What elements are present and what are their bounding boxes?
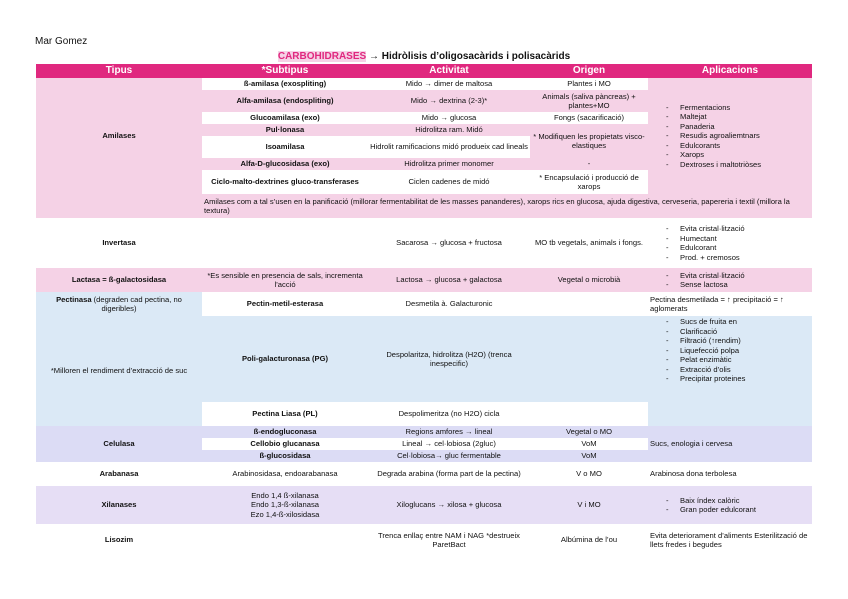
list-item: - Resudis agroaliemtnars <box>680 131 810 141</box>
subtipus-line: Endo 1,3-ß-xilanasa <box>251 500 319 510</box>
list-item: - Humectant <box>680 234 810 244</box>
table-row <box>36 524 812 556</box>
tipus-celulasa: Celulasa <box>36 426 202 462</box>
list-item: - Panaderia <box>680 122 810 132</box>
origen-cell: Plantes i MO <box>530 78 648 90</box>
pectinasa-desc: (degraden cad pectina, no digeribles) <box>91 294 182 313</box>
subtipus-cell: Pul·lonasa <box>202 124 368 136</box>
subtipus-cell: *Es sensible en presencia de sals, incrementa l’acció <box>202 268 368 292</box>
activitat-cell: Mido → dimer de maltosa <box>368 78 530 90</box>
activitat-cell: Hidrolitza primer monomer <box>368 158 530 170</box>
origen-cell: MO tb vegetals, animals i fongs. <box>530 218 648 268</box>
page-title <box>0 51 848 62</box>
header-origen: Origen <box>530 64 648 78</box>
origen-cell: Fongs (sacarificació) <box>530 112 648 124</box>
tipus-invertasa: Invertasa <box>36 218 202 268</box>
subtipus-line: Endo 1,4 ß-xilanasa <box>251 490 319 500</box>
list-item: - Gran poder edulcorant <box>680 505 810 515</box>
aplicacions-lactasa <box>648 268 812 292</box>
list-item: - Evita cristal·lització <box>680 224 810 234</box>
activitat-cell: Sacarosa → glucosa + fructosa <box>368 218 530 268</box>
activitat-cell: Degrada arabina (forma part de la pectina) <box>368 462 530 486</box>
amilases-note: Amilases com a tal s’usen en la panificació (millorar fermentabilitat de les masses pananderes), xarops rics en glucosa, ajuda digestiva, cerveseria, papereria i textil (millora la textura) <box>202 194 812 218</box>
aplicacions-pme: Pectina desmetilada = ↑ precipitació = ↑ aglomerats <box>648 292 812 316</box>
subtipus-cell: Glucoamilasa (exo) <box>202 112 368 124</box>
list-item: - Dextroses i maltotriòses <box>680 160 810 170</box>
list-item: - Filtració (↑rendim) <box>680 336 810 346</box>
table-row <box>36 78 812 90</box>
header-row <box>36 64 812 78</box>
list-item: - Precipitar proteines <box>680 374 810 384</box>
tipus-arabanasa: Arabanasa <box>36 462 202 486</box>
activitat-cell: Lactosa → glucosa + galactosa <box>368 268 530 292</box>
list-item: - Baix índex calòric <box>680 496 810 506</box>
list-item: - Fermentacions <box>680 103 810 113</box>
subtipus-cell: Isoamilasa <box>202 136 368 158</box>
subtipus-cell: Cellobio glucanasa <box>202 438 368 450</box>
list-item: - Xarops <box>680 150 810 160</box>
activitat-cell: Regions amfores → lineal <box>368 426 530 438</box>
table-row <box>36 194 812 218</box>
origen-cell: Albúmina de l’ou <box>530 524 648 556</box>
title-highlight: CARBOHIDRASES <box>277 51 367 62</box>
list-item: - Sense lactosa <box>680 280 810 290</box>
subtipus-xilanases <box>202 486 368 524</box>
tipus-xilanases: Xilanases <box>36 486 202 524</box>
table-row <box>36 268 812 292</box>
aplicacions-celulasa: Sucs, enologia i cervesa <box>648 426 812 462</box>
subtipus-cell: Arabinosidasa, endoarabanasa <box>202 462 368 486</box>
subtipus-cell: Alfa-D-glucosidasa (exo) <box>202 158 368 170</box>
header-subtipus: *Subtipus <box>202 64 368 78</box>
aplicacions-xilanases <box>648 486 812 524</box>
activitat-cell: Desmetila à. Galacturonic <box>368 292 530 316</box>
subtipus-cell: Pectin-metil-esterasa <box>202 292 368 316</box>
subtipus-cell: Alfa-amilasa (endospliting) <box>202 90 368 112</box>
origen-cell: Animals (saliva pàncreas) + plantes+MO <box>530 90 648 112</box>
activitat-cell: Hidrolit ramificacions midó produeix cad lineals <box>368 136 530 158</box>
list-item: - Edulcorant <box>680 243 810 253</box>
tipus-pectinasa <box>36 292 202 316</box>
pectinasa-name: Pectinasa <box>56 294 92 304</box>
list-item: - Sucs de fruita en <box>680 317 810 327</box>
subtipus-cell: ß-amilasa (exospliting) <box>202 78 368 90</box>
subtipus-cell: ß-endogluconasa <box>202 426 368 438</box>
list-item: - Liquefecció polpa <box>680 346 810 356</box>
subtipus-cell: ß-glucosidasa <box>202 450 368 462</box>
origen-cell: - <box>530 158 648 170</box>
enzymes-table <box>36 64 812 556</box>
table-row <box>36 218 812 268</box>
origen-cell: V o MO <box>530 462 648 486</box>
list-item: - Evita cristal·lització <box>680 271 810 281</box>
header-tipus: Tipus <box>36 64 202 78</box>
pectinasa-note: *Milloren el rendiment d’extracció de suc <box>36 316 202 426</box>
list-item: - Extracció d’olis <box>680 365 810 375</box>
tipus-amilases: Amilases <box>36 78 202 194</box>
origen-cell: VoM <box>530 438 648 450</box>
list-item: - Maltejat <box>680 112 810 122</box>
origen-cell: V i MO <box>530 486 648 524</box>
activitat-cell: Mido → dextrina (2-3)* <box>368 90 530 112</box>
activitat-cell: Hidrolitza ram. Midó <box>368 124 530 136</box>
subtipus-cell: Ciclo-malto-dextrines gluco-transferases <box>202 170 368 194</box>
aplicacions-pg <box>648 316 812 426</box>
author-name: Mar Gomez <box>35 36 88 47</box>
subtipus-line: Ezo 1,4-ß-xilosidasa <box>250 509 320 519</box>
list-item: - Prod. + cremosos <box>680 253 810 263</box>
activitat-cell: Cel·lobiosa→ gluc fermentable <box>368 450 530 462</box>
activitat-cell: Mido → glucosa <box>368 112 530 124</box>
list-item: - Clarificació <box>680 327 810 337</box>
title-rest: Hidròlisis d’oligosacàrids i polisacàrids <box>381 51 571 62</box>
activitat-cell: Trenca enllaç entre NAM i NAG *destrueix ParetBact <box>368 524 530 556</box>
origen-cell: * Modifiquen les propietats visco-elastiques <box>530 124 648 158</box>
tipus-lisozim: Lisozim <box>36 524 202 556</box>
origen-cell: Vegetal o microbià <box>530 268 648 292</box>
table-row <box>36 316 812 402</box>
origen-cell: VoM <box>530 450 648 462</box>
header-activitat: Activitat <box>368 64 530 78</box>
origen-cell: * Encapsulació i producció de xarops <box>530 170 648 194</box>
aplicacions-arabanasa: Arabinosa dona terbolesa <box>648 462 812 486</box>
list-item: - Pelat enzimàtic <box>680 355 810 365</box>
subtipus-cell: Pectina Liasa (PL) <box>202 402 368 426</box>
aplicacions-invertasa <box>648 218 812 268</box>
subtipus-cell: Poli-galacturonasa (PG) <box>202 316 368 402</box>
table-row <box>36 292 812 316</box>
list-item: - Edulcorants <box>680 141 810 151</box>
table-row <box>36 486 812 524</box>
aplicacions-lisozim: Evita deteriorament d’aliments Esterilització de llets fredes i begudes <box>648 524 812 556</box>
activitat-cell: Ciclen cadenes de midó <box>368 170 530 194</box>
aplicacions-amilases <box>648 78 812 194</box>
activitat-cell: Xiloglucans → xilosa + glucosa <box>368 486 530 524</box>
activitat-cell: Despolimeritza (no H2O) cicla <box>368 402 530 426</box>
tipus-lactasa: Lactasa = ß-galactosidasa <box>36 268 202 292</box>
title-arrow: → <box>366 51 382 62</box>
header-aplicacions: Aplicacions <box>648 64 812 78</box>
activitat-cell: Despolaritza, hidrolitza (H2O) (trenca inespecific) <box>368 316 530 402</box>
table-row <box>36 462 812 486</box>
table-row <box>36 426 812 438</box>
activitat-cell: Lineal → cel·lobiosa (2gluc) <box>368 438 530 450</box>
origen-cell: Vegetal o MO <box>530 426 648 438</box>
